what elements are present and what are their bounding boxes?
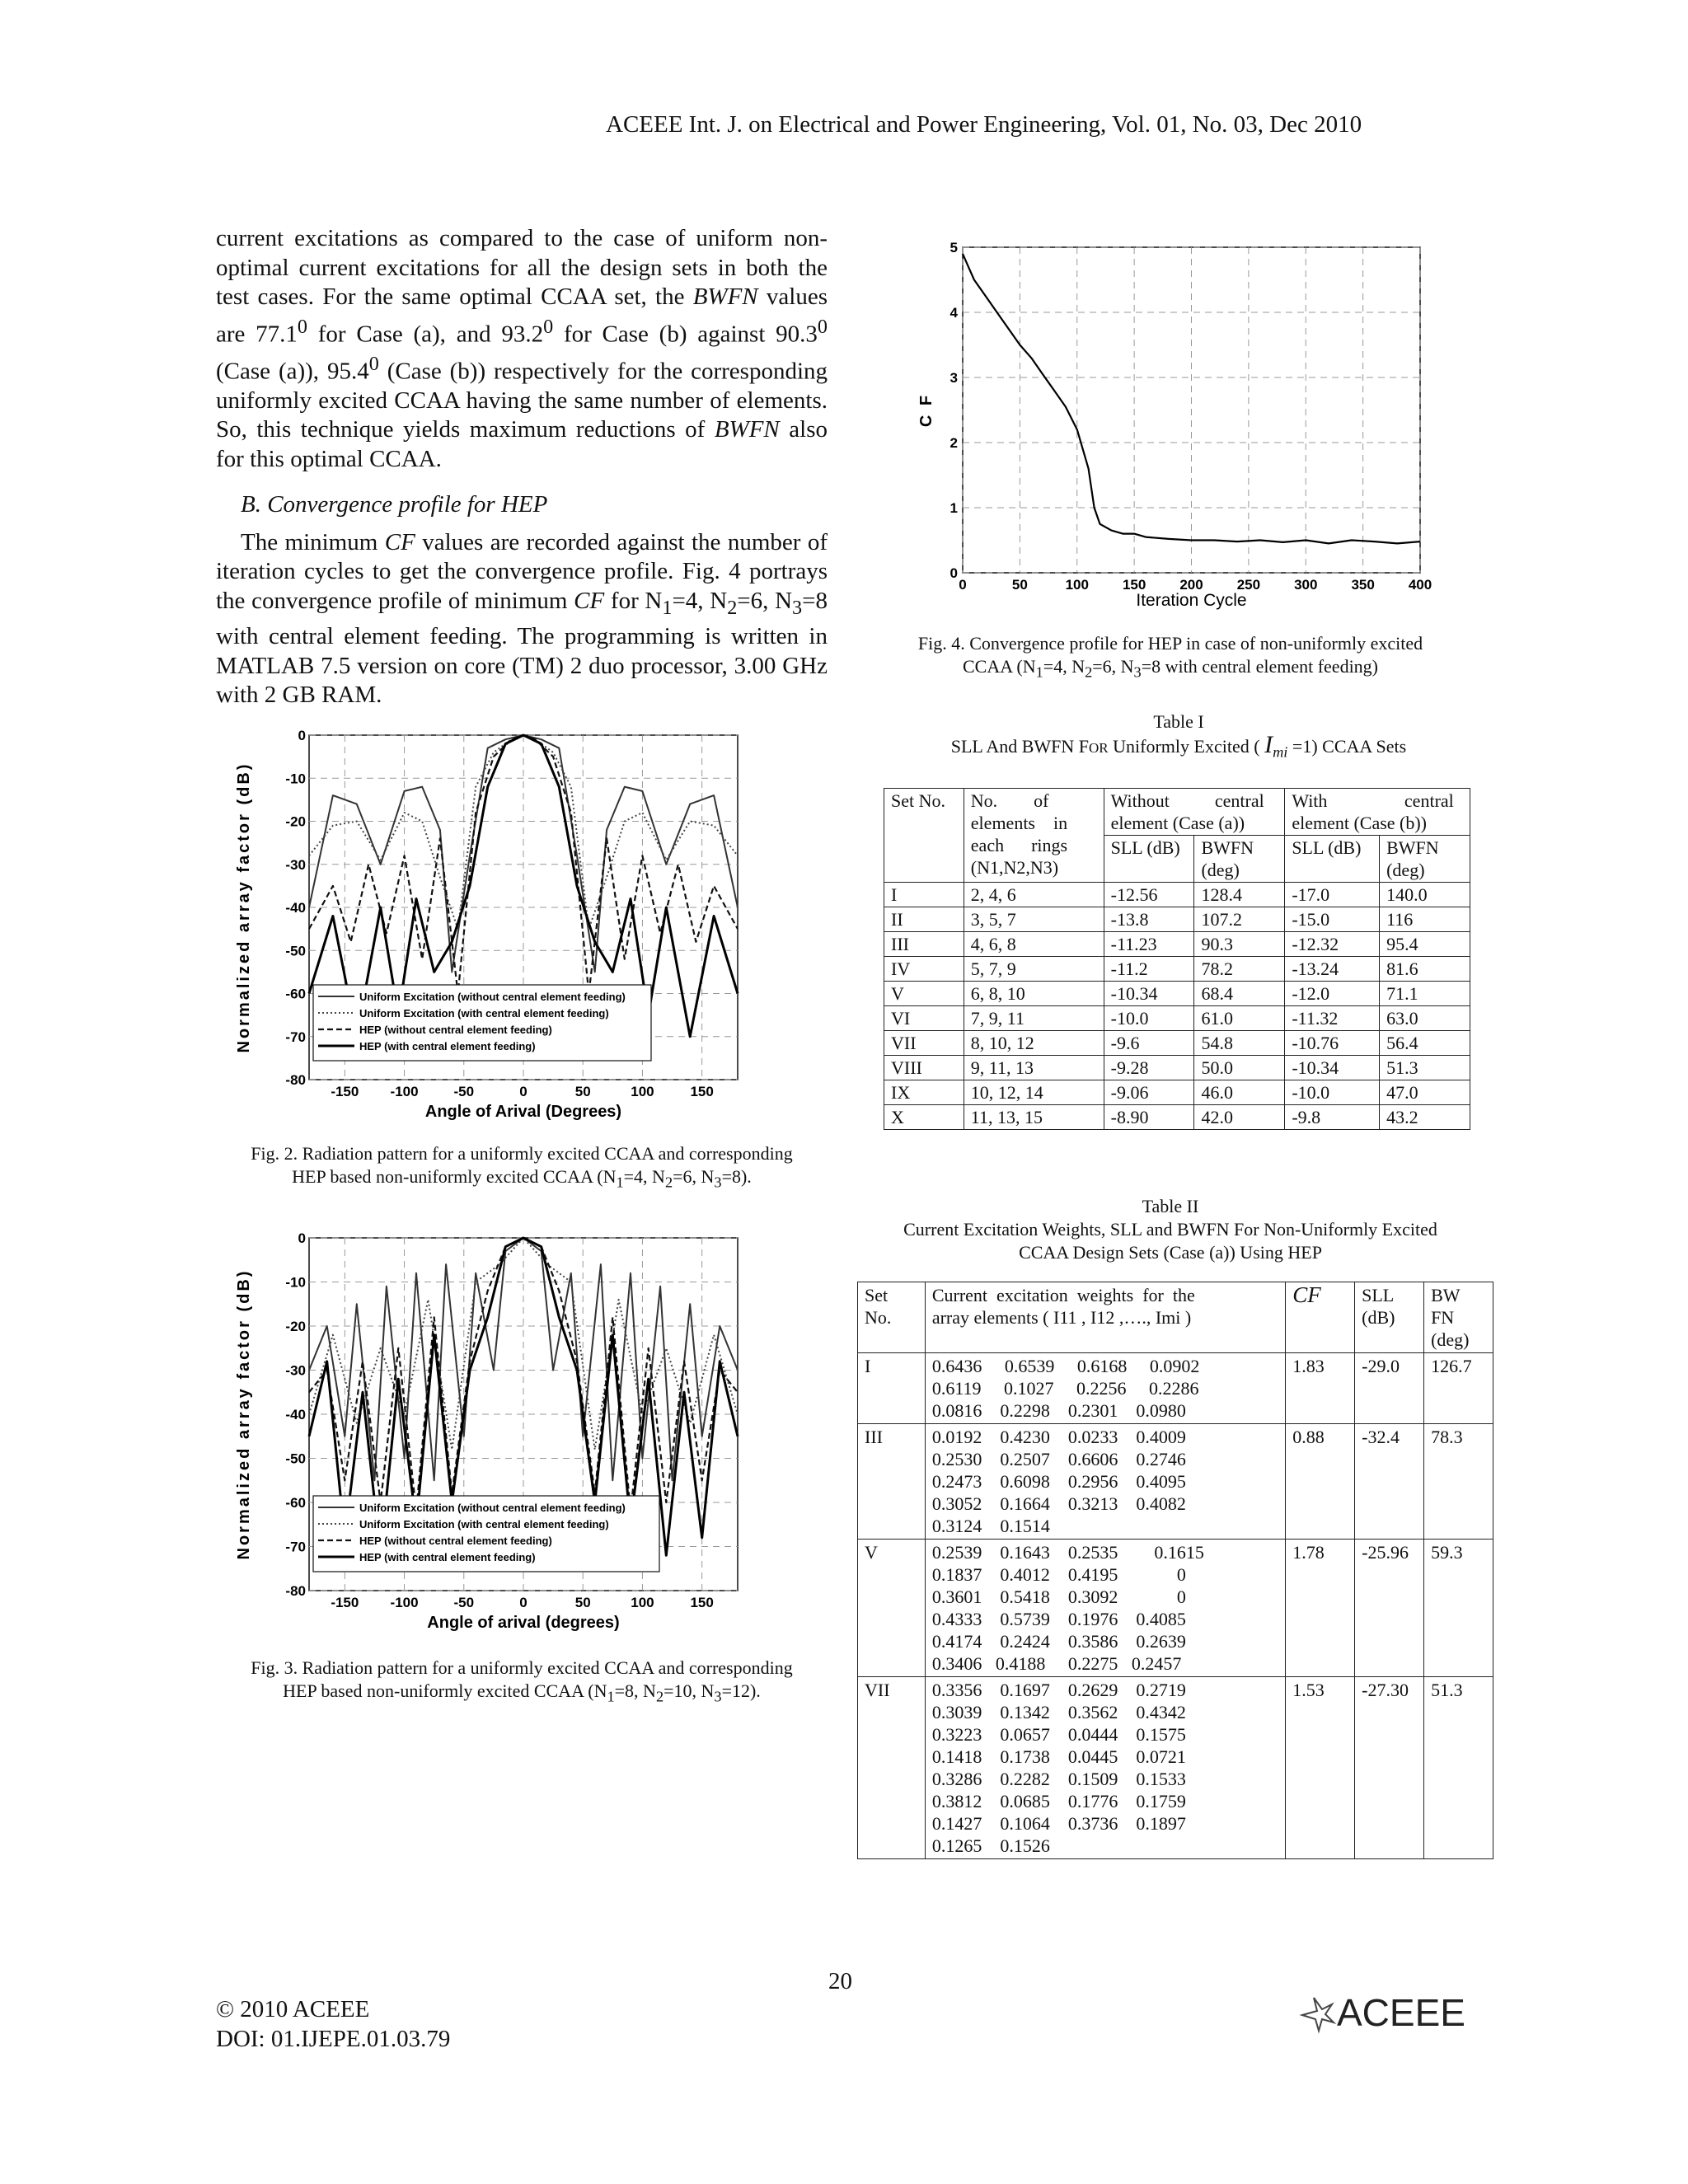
y-tick-label: -80 xyxy=(285,1072,306,1088)
table-cell: -10.34 xyxy=(1285,1056,1380,1080)
x-tick-label: -50 xyxy=(453,1084,475,1099)
x-axis-label: Angle of arival (degrees) xyxy=(427,1614,620,1632)
table-cell: 4, 6, 8 xyxy=(964,932,1104,957)
y-tick-label: -20 xyxy=(285,1319,306,1334)
table-cell: 107.2 xyxy=(1194,907,1285,932)
table-cell: 78.2 xyxy=(1194,957,1285,982)
table-cell: 71.1 xyxy=(1380,982,1470,1006)
table-cell: -12.32 xyxy=(1285,932,1380,957)
table-row xyxy=(884,982,1470,1006)
table-row xyxy=(884,932,1470,957)
table-cell: -13.8 xyxy=(1104,907,1194,932)
copyright: © 2010 ACEEE xyxy=(216,1996,370,2022)
table-cell: 42.0 xyxy=(1194,1105,1285,1130)
table-cell: II xyxy=(884,907,964,932)
table-cell: 68.4 xyxy=(1194,982,1285,1006)
table-cell: -10.0 xyxy=(1104,1006,1194,1031)
fig2-caption: Fig. 2. Radiation pattern for a uniformly excited CCAA and corresponding HEP based non-uniformly excited CCAA ($N_1=4$, $N_2=6$, $N_3=8$). xyxy=(251,1143,793,1191)
table-cell: 47.0 xyxy=(1380,1080,1470,1105)
table-cell-sll: -27.30 xyxy=(1355,1677,1424,1859)
t1-head-sll-b: SLL (dB) xyxy=(1285,836,1380,883)
legend-label: HEP (with central element feeding) xyxy=(359,1040,536,1052)
fig4-plot xyxy=(915,235,1434,622)
table-cell: 63.0 xyxy=(1380,1006,1470,1031)
table-row xyxy=(858,1540,1493,1677)
table-cell-sll: -32.4 xyxy=(1355,1424,1424,1540)
y-tick-label: 1 xyxy=(950,500,958,516)
table-cell: 6, 8, 10 xyxy=(964,982,1104,1006)
table-row xyxy=(884,1031,1470,1056)
table-cell: 2, 4, 6 xyxy=(964,883,1104,907)
table-cell: 140.0 xyxy=(1380,883,1470,907)
t1-head-with: With central element (Case (b)) xyxy=(1285,789,1470,836)
table-cell-sll: -29.0 xyxy=(1355,1353,1424,1424)
table-cell: 50.0 xyxy=(1194,1056,1285,1080)
table-cell: IX xyxy=(884,1080,964,1105)
y-tick-label: -20 xyxy=(285,813,306,830)
x-tick-label: -50 xyxy=(453,1595,475,1610)
table-cell: I xyxy=(884,883,964,907)
table-cell: -12.0 xyxy=(1285,982,1380,1006)
x-tick-label: 50 xyxy=(1011,577,1028,593)
table-cell: 7, 9, 11 xyxy=(964,1006,1104,1031)
table1-caption: Table I SLL And BWFN FOR Uniformly Excited ( $I_{mi} =1$) CCAA Sets xyxy=(950,711,1407,761)
table-cell: 61.0 xyxy=(1194,1006,1285,1031)
t2-head-weights: Current excitation weights for the array elements ( I11 , I12 ,…., Imi ) xyxy=(925,1282,1285,1353)
table-row xyxy=(884,1006,1470,1031)
table-cell-weights: 0.0192 0.4230 0.0233 0.4009 0.2530 0.2507 0.6606 0.2746 0.2473 0.6098 0.2956 0.4095 0.3052 0.1664 0.3213 0.4082 0.3124 0.1514 xyxy=(925,1424,1285,1540)
table-cell: -8.90 xyxy=(1104,1105,1194,1130)
table-cell: -11.23 xyxy=(1104,932,1194,957)
y-tick-label: -40 xyxy=(285,900,306,916)
table-cell-set: VII xyxy=(858,1677,926,1859)
y-tick-label: 3 xyxy=(950,370,958,386)
table2-caption: Table II Current Excitation Weights, SLL and BWFN For Non-Uniformly Excited CCAA Design Sets (Case (a)) Using HEP xyxy=(903,1196,1437,1263)
table-cell-cf: 0.88 xyxy=(1286,1424,1355,1540)
table-cell-bwfn: 59.3 xyxy=(1424,1540,1493,1677)
x-tick-label: 350 xyxy=(1351,577,1375,593)
x-tick-label: 100 xyxy=(1065,577,1089,593)
x-tick-label: 150 xyxy=(690,1595,714,1610)
table-row xyxy=(858,1677,1493,1859)
table-row xyxy=(858,1424,1493,1540)
footer-left xyxy=(216,1994,450,2054)
legend-label: Uniform Excitation (without central element feeding) xyxy=(359,1502,626,1514)
table-cell: 95.4 xyxy=(1380,932,1470,957)
t1-head-sll-a: SLL (dB) xyxy=(1104,836,1194,883)
table2 xyxy=(857,1282,1493,1859)
figure-3 xyxy=(231,1228,758,1640)
x-axis-label: Angle of Arival (Degrees) xyxy=(424,1103,622,1121)
x-tick-label: -100 xyxy=(390,1595,419,1610)
table-row xyxy=(884,1080,1470,1105)
y-tick-label: -30 xyxy=(285,856,306,873)
section-heading: B. Convergence profile for HEP xyxy=(241,491,548,518)
table-row xyxy=(884,883,1470,907)
table-cell: 5, 7, 9 xyxy=(964,957,1104,982)
y-tick-label: -60 xyxy=(285,1495,306,1511)
y-tick-label: -10 xyxy=(285,1274,306,1291)
t2-head-bwfn: BW FN (deg) xyxy=(1424,1282,1493,1353)
table-cell: -12.56 xyxy=(1104,883,1194,907)
aceee-logo xyxy=(1294,1986,1500,2036)
table-cell: 81.6 xyxy=(1380,957,1470,982)
body-text xyxy=(216,224,828,710)
x-tick-label: 0 xyxy=(959,577,967,593)
x-tick-label: 400 xyxy=(1408,577,1432,593)
y-tick-label: -70 xyxy=(285,1029,306,1045)
table-cell-cf: 1.53 xyxy=(1286,1677,1355,1859)
table-cell-cf: 1.83 xyxy=(1286,1353,1355,1424)
paragraph-2: The minimum CF values are recorded against the number of iteration cycles to get the convergence profile. Fig. 4 portrays the convergence profile of minimum CF for $N_1=4$, $N_2=6$, $N_3=8$ with central element feeding. The programming is written in MATLAB 7.5 version on core (TM) 2 duo processor, 3.00 GHz with 2 GB RAM. xyxy=(216,528,828,709)
x-tick-label: -150 xyxy=(331,1595,359,1610)
table-row xyxy=(884,907,1470,932)
y-tick-label: 0 xyxy=(298,728,306,743)
table-cell-weights: 0.2539 0.1643 0.2535 0.1615 0.1837 0.4012 0.4195 0 0.3601 0.5418 0.3092 0 0.4333 0.5739 0.1976 0.4085 0.4174 0.2424 0.3586 0.2639 0.3406 0.4188 0.2275 0.2457 xyxy=(925,1540,1285,1677)
table-cell: 56.4 xyxy=(1380,1031,1470,1056)
doi: DOI: 01.IJEPE.01.03.79 xyxy=(216,2026,451,2052)
x-tick-label: 100 xyxy=(631,1084,654,1099)
table-cell: -10.34 xyxy=(1104,982,1194,1006)
y-tick-label: -50 xyxy=(285,1451,306,1467)
table-cell: 128.4 xyxy=(1194,883,1285,907)
table-cell: -15.0 xyxy=(1285,907,1380,932)
table-row xyxy=(884,1105,1470,1130)
fig4-caption: Fig. 4. Convergence profile for HEP in case of non-uniformly excited CCAA ($N_1=4$, $N_2=6$, $N_3=8$ with central element feeding) xyxy=(917,633,1423,681)
page-number: 20 xyxy=(828,1968,852,1994)
table-cell: 90.3 xyxy=(1194,932,1285,957)
fig2-plot xyxy=(231,725,758,1129)
x-tick-label: 150 xyxy=(690,1084,714,1099)
y-tick-label: -40 xyxy=(285,1407,306,1422)
table-cell: -11.32 xyxy=(1285,1006,1380,1031)
x-tick-label: 200 xyxy=(1179,577,1203,593)
aceee-logo-mark xyxy=(1294,1986,1500,2036)
table-cell: 10, 12, 14 xyxy=(964,1080,1104,1105)
x-tick-label: 0 xyxy=(519,1084,528,1099)
table1 xyxy=(884,788,1470,1130)
t1-head-bwfn-a: BWFN (deg) xyxy=(1194,836,1285,883)
table-cell: -9.8 xyxy=(1285,1105,1380,1130)
table-cell: 9, 11, 13 xyxy=(964,1056,1104,1080)
table-row xyxy=(884,1056,1470,1080)
running-header: ACEEE Int. J. on Electrical and Power Engineering, Vol. 01, No. 03, Dec 2010 xyxy=(606,111,1362,138)
table-cell: 51.3 xyxy=(1380,1056,1470,1080)
table-cell: VIII xyxy=(884,1056,964,1080)
t1-head-set: Set No. xyxy=(884,789,964,883)
table-cell: 8, 10, 12 xyxy=(964,1031,1104,1056)
table-cell: -17.0 xyxy=(1285,883,1380,907)
legend-label: HEP (with central element feeding) xyxy=(359,1551,536,1563)
table-cell: -10.0 xyxy=(1285,1080,1380,1105)
x-tick-label: 150 xyxy=(1122,577,1146,593)
t1-head-bwfn-b: BWFN (deg) xyxy=(1380,836,1470,883)
y-tick-label: -50 xyxy=(285,943,306,959)
y-tick-label: -30 xyxy=(285,1362,306,1379)
t1-head-without: Without central element (Case (a)) xyxy=(1104,789,1285,836)
y-tick-label: -80 xyxy=(285,1583,306,1599)
table-cell-cf: 1.78 xyxy=(1286,1540,1355,1677)
legend-label: HEP (without central element feeding) xyxy=(359,1535,552,1547)
table-row xyxy=(858,1353,1493,1424)
paragraph-1: current excitations as compared to the case of uniform non-optimal current excitations for all the design sets in both the test cases. For the same optimal CCAA set, the BWFN values are 77.1$^0$ for Case (a), and 93.2$^0$ for Case (b) against 90.3$^0$ (Case (a)), 95.4$^0$ (Case (b)) respectively for the corresponding uniformly excited CCAA having the same number of elements. So, this technique yields maximum reductions of BWFN also for this optimal CCAA. xyxy=(216,225,828,472)
table-cell: X xyxy=(884,1105,964,1130)
table-cell: -13.24 xyxy=(1285,957,1380,982)
table-cell-weights: 0.6436 0.6539 0.6168 0.0902 0.6119 0.1027 0.2256 0.2286 0.0816 0.2298 0.2301 0.0980 xyxy=(925,1353,1285,1424)
y-tick-label: 0 xyxy=(298,1230,306,1246)
fig3-plot xyxy=(231,1228,758,1640)
t2-head-set: Set No. xyxy=(858,1282,926,1353)
t2-head-cf: CF xyxy=(1286,1282,1355,1353)
table-cell: 11, 13, 15 xyxy=(964,1105,1104,1130)
table-cell: 3, 5, 7 xyxy=(964,907,1104,932)
figure-4 xyxy=(915,235,1434,622)
y-tick-label: 2 xyxy=(950,435,958,451)
x-axis-label: Iteration Cycle xyxy=(1136,591,1247,610)
table-cell: 43.2 xyxy=(1380,1105,1470,1130)
x-tick-label: 100 xyxy=(631,1595,654,1610)
x-tick-label: 0 xyxy=(519,1595,528,1610)
table-cell: 46.0 xyxy=(1194,1080,1285,1105)
y-tick-label: -70 xyxy=(285,1539,306,1555)
x-tick-label: 50 xyxy=(574,1595,591,1610)
y-tick-label: 4 xyxy=(950,305,958,321)
y-axis-label: C F xyxy=(917,392,935,428)
y-axis-label: Normalized array factor (dB) xyxy=(235,762,253,1053)
legend-label: Uniform Excitation (with central element feeding) xyxy=(359,1518,609,1530)
legend-label: HEP (without central element feeding) xyxy=(359,1024,552,1036)
y-tick-label: -60 xyxy=(285,986,306,1002)
table-cell-set: III xyxy=(858,1424,926,1540)
aceee-logo-text: ACEEE xyxy=(1337,1991,1465,2034)
legend-label: Uniform Excitation (with central element feeding) xyxy=(359,1007,609,1019)
x-tick-label: -100 xyxy=(390,1084,419,1099)
y-tick-label: 5 xyxy=(950,240,958,255)
table-cell: VII xyxy=(884,1031,964,1056)
table-cell: -10.76 xyxy=(1285,1031,1380,1056)
table-cell: -11.2 xyxy=(1104,957,1194,982)
table-cell: VI xyxy=(884,1006,964,1031)
table-cell: 116 xyxy=(1380,907,1470,932)
table-cell: -9.6 xyxy=(1104,1031,1194,1056)
table-cell: -9.06 xyxy=(1104,1080,1194,1105)
y-tick-label: 0 xyxy=(950,565,958,581)
table-cell-sll: -25.96 xyxy=(1355,1540,1424,1677)
x-tick-label: 250 xyxy=(1236,577,1261,593)
t1-head-elements: No. of elements in each rings (N1,N2,N3) xyxy=(964,789,1104,883)
table-cell-set: V xyxy=(858,1540,926,1677)
fig3-caption: Fig. 3. Radiation pattern for a uniformly excited CCAA and corresponding HEP based non-uniformly excited CCAA ($N_1=8$, $N_2=10$, $N_3=12$). xyxy=(251,1657,793,1705)
table-cell-bwfn: 126.7 xyxy=(1424,1353,1493,1424)
table-cell: -9.28 xyxy=(1104,1056,1194,1080)
x-tick-label: 50 xyxy=(574,1084,591,1099)
table-cell-weights: 0.3356 0.1697 0.2629 0.2719 0.3039 0.1342 0.3562 0.4342 0.3223 0.0657 0.0444 0.1575 0.1418 0.1738 0.0445 0.0721 0.3286 0.2282 0.1509 0.1533 0.3812 0.0685 0.1776 0.1759 0.1427 0.1064 0.3736 0.1897 0.1265 0.1526 xyxy=(925,1677,1285,1859)
table-row xyxy=(884,957,1470,982)
legend-label: Uniform Excitation (without central element feeding) xyxy=(359,991,626,1003)
y-tick-label: -10 xyxy=(285,771,306,787)
table-cell-bwfn: 78.3 xyxy=(1424,1424,1493,1540)
t2-head-sll: SLL (dB) xyxy=(1355,1282,1424,1353)
x-tick-label: -150 xyxy=(331,1084,359,1099)
table-cell: III xyxy=(884,932,964,957)
table-cell: 54.8 xyxy=(1194,1031,1285,1056)
table-cell-bwfn: 51.3 xyxy=(1424,1677,1493,1859)
x-tick-label: 300 xyxy=(1294,577,1318,593)
y-axis-label: Normalized array factor (dB) xyxy=(235,1268,253,1560)
table-cell-set: I xyxy=(858,1353,926,1424)
figure-2 xyxy=(231,725,758,1129)
table-cell: V xyxy=(884,982,964,1006)
table-cell: IV xyxy=(884,957,964,982)
